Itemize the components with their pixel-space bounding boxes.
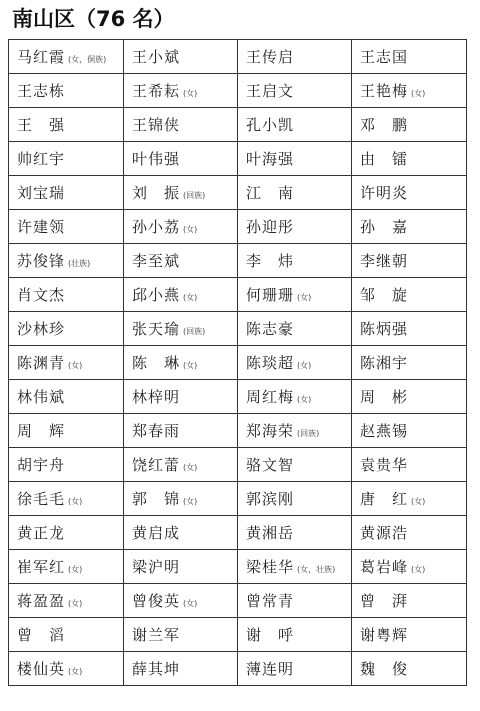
member-name: 梁桂华 bbox=[246, 558, 295, 576]
member-name: 曾 滔 bbox=[17, 626, 66, 644]
member-name: 陈志豪 bbox=[246, 320, 295, 338]
member-note: (女) bbox=[183, 497, 198, 506]
member-name: 王启文 bbox=[246, 82, 295, 100]
member-note: (女) bbox=[68, 497, 83, 506]
table-cell bbox=[352, 482, 467, 516]
table-cell bbox=[352, 74, 467, 108]
member-note: (回族) bbox=[183, 191, 206, 200]
table-cell bbox=[9, 142, 124, 176]
table-cell bbox=[124, 346, 238, 380]
member-name: 刘 振 bbox=[132, 184, 181, 202]
member-name: 孙 嘉 bbox=[360, 218, 409, 236]
member-name: 许建领 bbox=[17, 218, 66, 236]
member-note: (女) bbox=[411, 89, 426, 98]
table-cell bbox=[124, 40, 238, 74]
roster-body bbox=[9, 40, 467, 686]
table-cell bbox=[124, 380, 238, 414]
member-name: 孙小荔 bbox=[132, 218, 181, 236]
member-name: 李继朝 bbox=[360, 252, 409, 270]
table-cell bbox=[124, 108, 238, 142]
table-cell bbox=[9, 40, 124, 74]
member-name: 张天瑜 bbox=[132, 320, 181, 338]
table-cell bbox=[352, 380, 467, 414]
table-cell bbox=[124, 516, 238, 550]
table-cell bbox=[9, 516, 124, 550]
table-row bbox=[9, 414, 467, 448]
table-cell bbox=[9, 414, 124, 448]
table-row bbox=[9, 448, 467, 482]
member-note: (女) bbox=[297, 293, 312, 302]
table-cell bbox=[238, 414, 352, 448]
table-cell bbox=[124, 550, 238, 584]
table-cell bbox=[352, 142, 467, 176]
member-name: 王 强 bbox=[17, 116, 66, 134]
table-cell bbox=[124, 74, 238, 108]
member-name: 邹 旋 bbox=[360, 286, 409, 304]
table-cell bbox=[238, 244, 352, 278]
member-name: 王锦侠 bbox=[132, 116, 181, 134]
member-note: (女) bbox=[183, 89, 198, 98]
member-name: 楼仙英 bbox=[17, 660, 66, 678]
member-name: 周 彬 bbox=[360, 388, 409, 406]
member-name: 曾俊英 bbox=[132, 592, 181, 610]
member-name: 陈 琳 bbox=[132, 354, 181, 372]
member-note: (女，侗族) bbox=[68, 55, 107, 64]
member-name: 王希耘 bbox=[132, 82, 181, 100]
table-row bbox=[9, 618, 467, 652]
member-note: (女，壮族) bbox=[297, 565, 336, 574]
table-cell bbox=[352, 312, 467, 346]
table-cell bbox=[9, 618, 124, 652]
table-row bbox=[9, 380, 467, 414]
member-name: 薛其坤 bbox=[132, 660, 181, 678]
table-cell bbox=[238, 482, 352, 516]
member-note: (女) bbox=[183, 361, 198, 370]
member-name: 郭滨刚 bbox=[246, 490, 295, 508]
member-name: 王艳梅 bbox=[360, 82, 409, 100]
member-note: (回族) bbox=[297, 429, 320, 438]
table-row bbox=[9, 108, 467, 142]
table-row bbox=[9, 550, 467, 584]
table-cell bbox=[9, 550, 124, 584]
member-name: 饶红蕾 bbox=[132, 456, 181, 474]
member-name: 郑海荣 bbox=[246, 422, 295, 440]
table-cell bbox=[124, 652, 238, 686]
table-cell bbox=[9, 244, 124, 278]
member-note: (回族) bbox=[183, 327, 206, 336]
member-name: 刘宝瑞 bbox=[17, 184, 66, 202]
table-row bbox=[9, 346, 467, 380]
member-name: 许明炎 bbox=[360, 184, 409, 202]
table-cell bbox=[238, 312, 352, 346]
table-cell bbox=[238, 618, 352, 652]
member-note: (女) bbox=[68, 565, 83, 574]
member-name: 由 镭 bbox=[360, 150, 409, 168]
member-name: 叶海强 bbox=[246, 150, 295, 168]
member-name: 帅红宇 bbox=[17, 150, 66, 168]
member-name: 王志栋 bbox=[17, 82, 66, 100]
table-cell bbox=[352, 516, 467, 550]
member-name: 邱小燕 bbox=[132, 286, 181, 304]
member-note: (女) bbox=[411, 565, 426, 574]
member-name: 黄启成 bbox=[132, 524, 181, 542]
table-row bbox=[9, 244, 467, 278]
table-row bbox=[9, 40, 467, 74]
member-name: 蒋盈盈 bbox=[17, 592, 66, 610]
table-cell bbox=[9, 652, 124, 686]
table-cell bbox=[124, 414, 238, 448]
table-cell bbox=[352, 652, 467, 686]
table-cell bbox=[9, 380, 124, 414]
table-cell bbox=[9, 312, 124, 346]
member-name: 周红梅 bbox=[246, 388, 295, 406]
table-cell bbox=[9, 448, 124, 482]
member-name: 黄湘岳 bbox=[246, 524, 295, 542]
table-cell bbox=[352, 618, 467, 652]
member-note: (女) bbox=[411, 497, 426, 506]
table-row bbox=[9, 74, 467, 108]
table-cell bbox=[124, 210, 238, 244]
table-cell bbox=[238, 346, 352, 380]
member-note: (女) bbox=[68, 667, 83, 676]
table-cell bbox=[124, 448, 238, 482]
table-cell bbox=[352, 448, 467, 482]
table-row bbox=[9, 516, 467, 550]
table-cell bbox=[124, 312, 238, 346]
member-note: (女) bbox=[297, 395, 312, 404]
table-cell bbox=[238, 584, 352, 618]
table-cell bbox=[352, 176, 467, 210]
member-name: 骆文智 bbox=[246, 456, 295, 474]
table-cell bbox=[238, 176, 352, 210]
member-name: 袁贵华 bbox=[360, 456, 409, 474]
member-note: (壮族) bbox=[68, 259, 91, 268]
table-cell bbox=[238, 108, 352, 142]
table-cell bbox=[238, 380, 352, 414]
member-name: 胡宇舟 bbox=[17, 456, 66, 474]
member-name: 赵燕锡 bbox=[360, 422, 409, 440]
member-name: 郑春雨 bbox=[132, 422, 181, 440]
table-cell bbox=[238, 40, 352, 74]
member-note: (女) bbox=[68, 361, 83, 370]
table-cell bbox=[238, 516, 352, 550]
table-cell bbox=[352, 244, 467, 278]
table-cell bbox=[352, 414, 467, 448]
table-row bbox=[9, 176, 467, 210]
member-name: 唐 红 bbox=[360, 490, 409, 508]
table-cell bbox=[352, 108, 467, 142]
table-cell bbox=[352, 550, 467, 584]
table-cell bbox=[238, 142, 352, 176]
member-name: 陈渊青 bbox=[17, 354, 66, 372]
table-cell bbox=[238, 278, 352, 312]
member-name: 何珊珊 bbox=[246, 286, 295, 304]
member-name: 江 南 bbox=[246, 184, 295, 202]
member-name: 魏 俊 bbox=[360, 660, 409, 678]
table-cell bbox=[9, 74, 124, 108]
member-name: 沙林珍 bbox=[17, 320, 66, 338]
member-name: 黄源浩 bbox=[360, 524, 409, 542]
member-name: 葛岩峰 bbox=[360, 558, 409, 576]
member-note: (女) bbox=[183, 463, 198, 472]
table-cell bbox=[124, 482, 238, 516]
member-name: 王传启 bbox=[246, 48, 295, 66]
table-cell bbox=[238, 550, 352, 584]
member-name: 黄正龙 bbox=[17, 524, 66, 542]
member-name: 王志国 bbox=[360, 48, 409, 66]
table-cell bbox=[9, 108, 124, 142]
member-name: 李 炜 bbox=[246, 252, 295, 270]
table-cell bbox=[9, 278, 124, 312]
member-name: 邓 鹏 bbox=[360, 116, 409, 134]
name-roster-table bbox=[8, 39, 467, 686]
table-row bbox=[9, 278, 467, 312]
member-name: 马红霞 bbox=[17, 48, 66, 66]
member-name: 薄连明 bbox=[246, 660, 295, 678]
table-row bbox=[9, 482, 467, 516]
member-note: (女) bbox=[183, 599, 198, 608]
member-name: 谢 呼 bbox=[246, 626, 295, 644]
table-cell bbox=[238, 448, 352, 482]
member-name: 陈琰超 bbox=[246, 354, 295, 372]
member-name: 孔小凯 bbox=[246, 116, 295, 134]
table-cell bbox=[238, 74, 352, 108]
member-note: (女) bbox=[68, 599, 83, 608]
member-name: 徐毛毛 bbox=[17, 490, 66, 508]
member-name: 曾常青 bbox=[246, 592, 295, 610]
table-cell bbox=[352, 584, 467, 618]
member-name: 郭 锦 bbox=[132, 490, 181, 508]
member-note: (女) bbox=[297, 361, 312, 370]
member-name: 崔军红 bbox=[17, 558, 66, 576]
table-cell bbox=[352, 210, 467, 244]
table-cell bbox=[124, 176, 238, 210]
member-name: 谢兰军 bbox=[132, 626, 181, 644]
table-row bbox=[9, 210, 467, 244]
member-name: 梁沪明 bbox=[132, 558, 181, 576]
member-note: (女) bbox=[183, 225, 198, 234]
member-name: 周 辉 bbox=[17, 422, 66, 440]
member-name: 苏俊锋 bbox=[17, 252, 66, 270]
member-name: 陈湘宇 bbox=[360, 354, 409, 372]
table-cell bbox=[124, 584, 238, 618]
member-name: 王小斌 bbox=[132, 48, 181, 66]
table-cell bbox=[238, 210, 352, 244]
member-name: 陈炳强 bbox=[360, 320, 409, 338]
table-cell bbox=[9, 346, 124, 380]
member-name: 李至斌 bbox=[132, 252, 181, 270]
table-cell bbox=[352, 40, 467, 74]
table-cell bbox=[124, 244, 238, 278]
table-cell bbox=[124, 278, 238, 312]
table-cell bbox=[9, 584, 124, 618]
member-name: 肖文杰 bbox=[17, 286, 66, 304]
table-row bbox=[9, 312, 467, 346]
table-cell bbox=[352, 278, 467, 312]
member-name: 叶伟强 bbox=[132, 150, 181, 168]
member-name: 孙迎彤 bbox=[246, 218, 295, 236]
member-name: 曾 湃 bbox=[360, 592, 409, 610]
page-title: 南山区（76 名） bbox=[12, 7, 175, 31]
table-cell bbox=[9, 482, 124, 516]
table-row bbox=[9, 584, 467, 618]
member-name: 林梓明 bbox=[132, 388, 181, 406]
table-cell bbox=[124, 142, 238, 176]
member-note: (女) bbox=[183, 293, 198, 302]
table-cell bbox=[238, 652, 352, 686]
member-name: 谢粤辉 bbox=[360, 626, 409, 644]
table-cell bbox=[124, 618, 238, 652]
table-cell bbox=[9, 176, 124, 210]
table-row bbox=[9, 652, 467, 686]
member-name: 林伟斌 bbox=[17, 388, 66, 406]
table-cell bbox=[9, 210, 124, 244]
table-row bbox=[9, 142, 467, 176]
table-cell bbox=[352, 346, 467, 380]
